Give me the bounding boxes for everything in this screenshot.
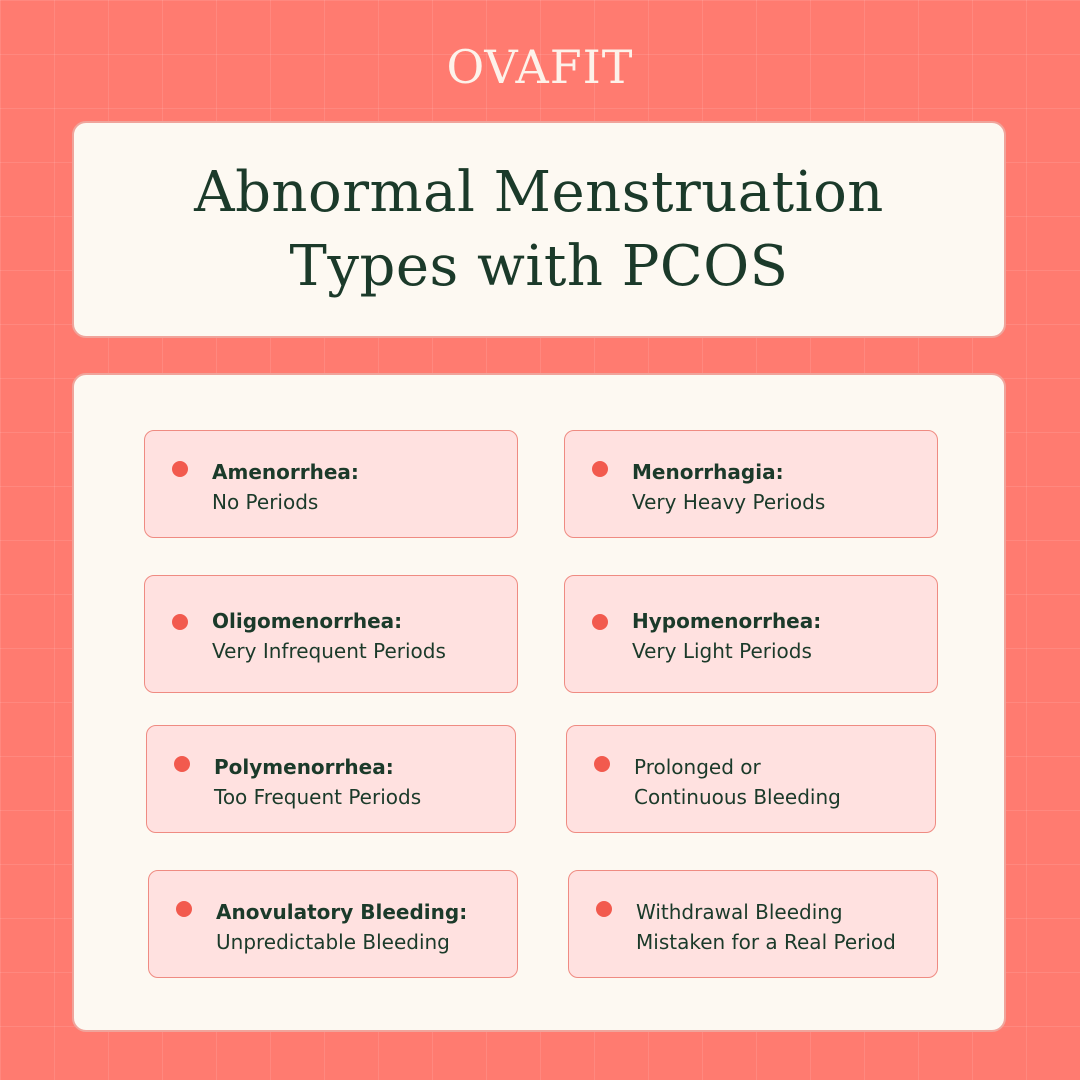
item-description: Too Frequent Periods [214, 785, 422, 809]
item-description: Prolonged or [634, 755, 761, 779]
item-description: No Periods [212, 490, 319, 514]
bullet-icon [172, 614, 188, 630]
bullet-icon [176, 901, 192, 917]
item-description: Very Heavy Periods [632, 490, 826, 514]
item-text [632, 606, 927, 666]
brand-logo-text: OVAFIT [446, 40, 634, 94]
bullet-icon [592, 614, 608, 630]
item-term: Hypomenorrhea: [632, 609, 822, 633]
item-text [632, 457, 927, 517]
item-term: Menorrhagia: [632, 460, 784, 484]
item-term: Polymenorrhea: [214, 755, 394, 779]
page-title [159, 156, 919, 304]
list-item-polymenorrhea [146, 725, 516, 833]
list-item-amenorrhea [144, 430, 518, 538]
item-description: Unpredictable Bleeding [216, 930, 450, 954]
item-text [212, 457, 507, 517]
item-text [634, 752, 925, 812]
list-item-withdrawal-bleeding [568, 870, 938, 978]
bullet-icon [594, 756, 610, 772]
brand-logo-mark [440, 36, 640, 96]
item-description: Very Light Periods [632, 639, 812, 663]
item-text [216, 897, 507, 957]
item-description-line-2: Continuous Bleeding [634, 785, 841, 809]
list-item-anovulatory-bleeding [148, 870, 518, 978]
item-description: Very Infrequent Periods [212, 639, 446, 663]
item-text [636, 897, 927, 957]
list-item-hypomenorrhea [564, 575, 938, 693]
list-item-menorrhagia [564, 430, 938, 538]
brand-logo [0, 36, 1080, 96]
item-term: Amenorrhea: [212, 460, 359, 484]
types-list-card [72, 373, 1006, 1032]
item-description-line-2: Mistaken for a Real Period [636, 930, 896, 954]
title-line-2: Types with PCOS [289, 233, 789, 299]
list-item-prolonged-bleeding [566, 725, 936, 833]
item-term: Anovulatory Bleeding: [216, 900, 468, 924]
bullet-icon [592, 461, 608, 477]
bullet-icon [172, 461, 188, 477]
bullet-icon [596, 901, 612, 917]
title-card [72, 121, 1006, 338]
bullet-icon [174, 756, 190, 772]
item-text [214, 752, 505, 812]
item-description: Withdrawal Bleeding [636, 900, 843, 924]
title-line-1: Abnormal Menstruation [194, 159, 884, 225]
item-text [212, 606, 507, 666]
list-item-oligomenorrhea [144, 575, 518, 693]
item-term: Oligomenorrhea: [212, 609, 403, 633]
